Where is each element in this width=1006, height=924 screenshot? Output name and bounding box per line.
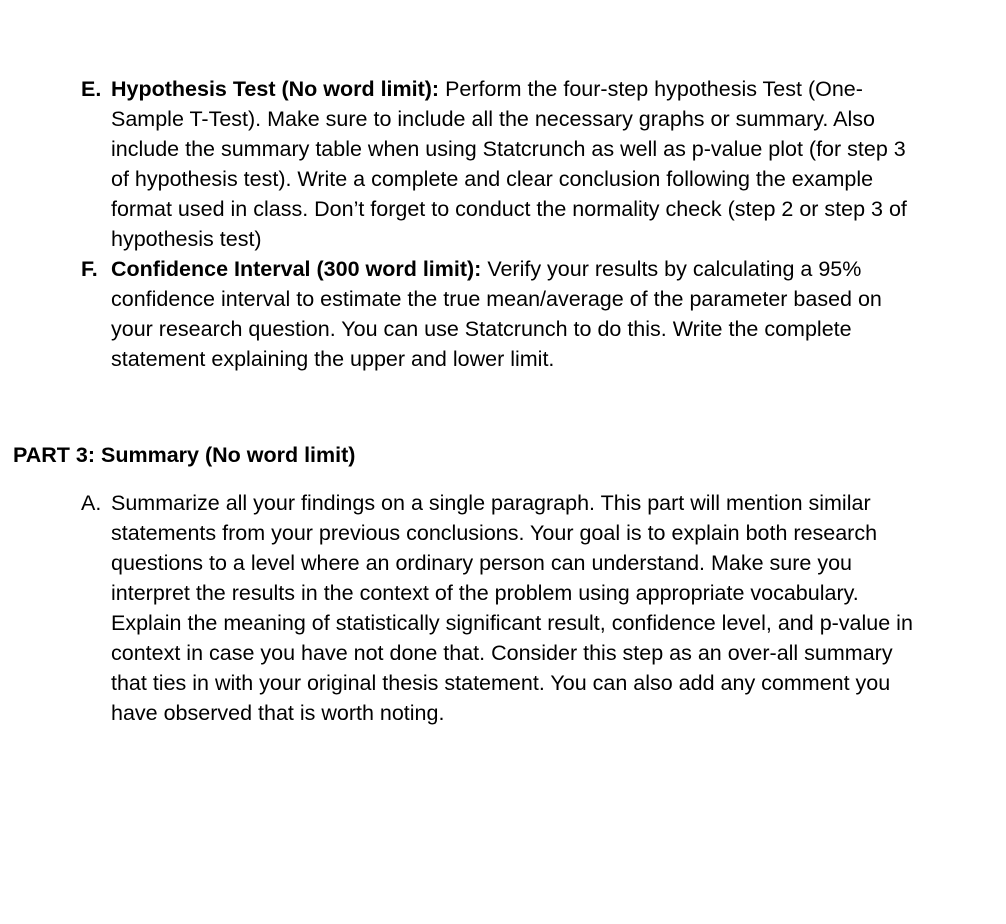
list-item-a xyxy=(81,488,921,728)
item-body: Summarize all your findings on a single paragraph. This part will mention similar statements from your previous conclusions. Your goal is to explain both research questions to a level where an ordinary person can understand. Make sure you interpret the results in the context of the problem using appropriate vocabulary. Explain the meaning of statistically significant result, confidence level, and p-value in context in case you have not done that. Consider this step as an over-all summary that ties in with your original thesis statement. You can also add any comment you have observed that is worth noting. xyxy=(111,491,913,725)
section-heading: PART 3: Summary (No word limit) xyxy=(13,443,356,467)
item-title: Hypothesis Test (No word limit): xyxy=(111,77,440,101)
list-item-text xyxy=(111,74,921,254)
item-title: Confidence Interval (300 word limit): xyxy=(111,257,482,281)
list-item-f xyxy=(81,254,921,374)
list-marker: E. xyxy=(81,77,102,101)
item-body: Perform the four-step hypothesis Test (One-Sample T-Test). Make sure to include all the necessary graphs or summary. Also include the summary table when using Statcrunch as well as p-value plot (for step 3 of hypothesis test). Write a complete and clear conclusion following the example format used in class. Don’t forget to conduct the normality check (step 2 or step 3 of hypothesis test) xyxy=(111,77,907,251)
list-marker: F. xyxy=(81,257,98,281)
list-item-e xyxy=(81,74,921,254)
list-item-text xyxy=(111,488,921,728)
list-marker: A. xyxy=(81,491,102,515)
item-body: Verify your results by calculating a 95% confidence interval to estimate the true mean/average of the parameter based on your research question. You can use Statcrunch to do this. Write the complete statement explaining the upper and lower limit. xyxy=(111,257,882,371)
list-item-text xyxy=(111,254,921,374)
